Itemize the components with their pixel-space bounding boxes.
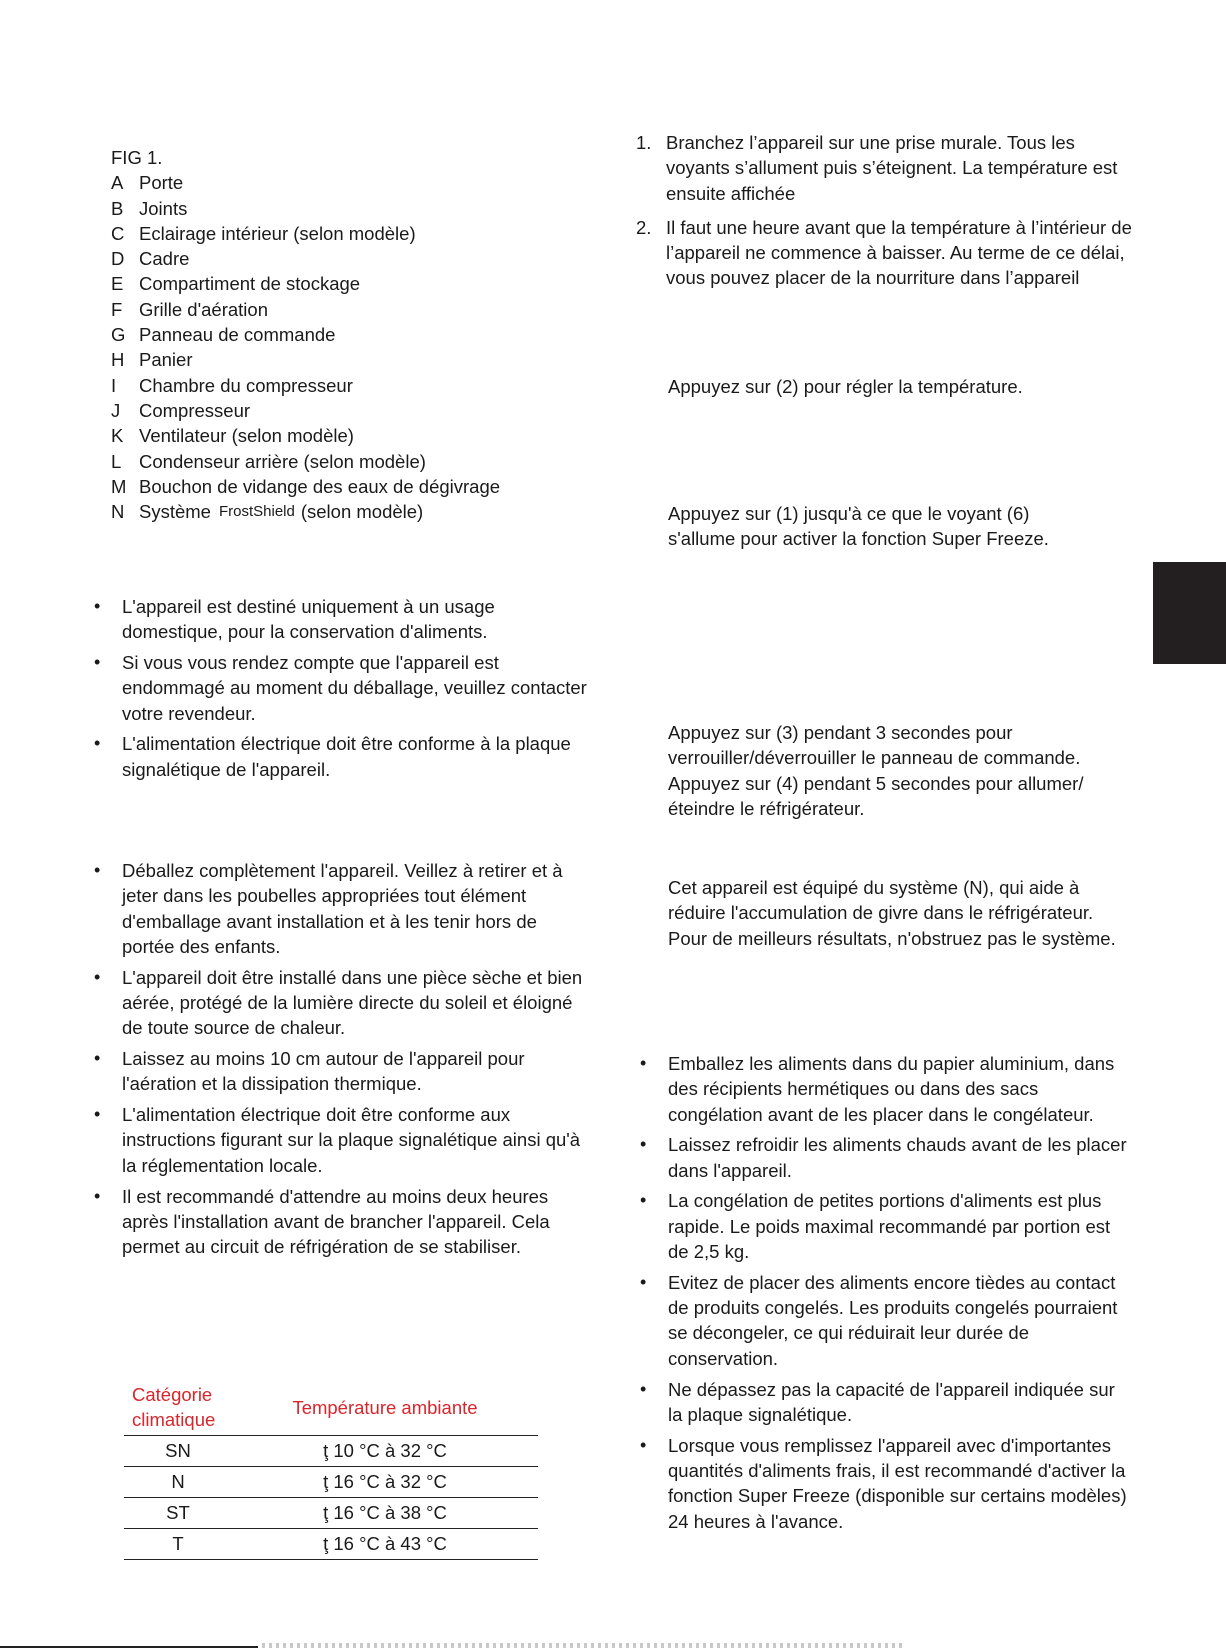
legend-letter: E [111, 273, 124, 295]
figure-legend [111, 145, 591, 524]
table-row [124, 1528, 538, 1559]
list-item: • Ne dépassez pas la capacité de l'appareil indiquée sur la plaque signalétique. [640, 1377, 1128, 1428]
legend-label: Compartiment de stockage [139, 273, 361, 295]
list-item: • Laissez refroidir les aliments chauds avant de les placer dans l'appareil. [640, 1132, 1128, 1183]
legend-label: Chambre du compresseur [139, 374, 353, 396]
table-cell: SN [124, 1435, 232, 1466]
footer-rule [0, 1646, 258, 1648]
legend-label: Condenseur arrière (selon modèle) [139, 450, 426, 472]
list-item: • Lorsque vous remplissez l'appareil avec d'importantes quantités d'aliments frais, il est recommandé d'activer la fonction Super Freeze (disponible sur certains modèles) 24 heures à l'avance. [640, 1433, 1128, 1534]
table-cell: ţ 16 °C à 32 °C [232, 1466, 538, 1497]
list-item: • Emballez les aliments dans du papier aluminium, dans des récipients hermétiques ou dans des sacs congélation avant de les placer dans le congélateur. [640, 1051, 1128, 1127]
legend-item [111, 347, 591, 372]
legend-label: Panneau de commande [139, 324, 336, 346]
legend-label: Bouchon de vidange des eaux de dégivrage [139, 475, 501, 497]
table-cell: ţ 10 °C à 32 °C [232, 1435, 538, 1466]
legend-item [111, 322, 591, 347]
list-item: • Si vous vous rendez compte que l'appareil est endommagé au moment du déballage, veuillez contacter votre revendeur. [94, 650, 594, 726]
legend-item [111, 449, 591, 474]
list-item [636, 130, 1136, 206]
table-header: Température ambiante [232, 1382, 538, 1435]
legend-label: Eclairage intérieur (selon modèle) [139, 222, 416, 244]
storage-section [640, 1051, 1128, 1539]
power-text: Appuyez sur (4) pendant 5 secondes pour allumer/ éteindre le réfrigérateur. [668, 772, 1084, 819]
legend-label: Compresseur [139, 399, 251, 421]
list-item: • L'appareil doit être installé dans une pièce sèche et bien aérée, protégé de la lumière directe du soleil et éloigné de toute source de chaleur. [94, 965, 594, 1041]
list-item: • Déballez complètement l'appareil. Veillez à retirer et à jeter dans les poubelles appropriées tout élément d'emballage avant installation et à les tenir hors de portée des enfants. [94, 858, 594, 959]
list-item: • L'alimentation électrique doit être conforme à la plaque signalétique de l'appareil. [94, 731, 594, 782]
step-number: 1. [636, 132, 652, 153]
legend-item [111, 170, 591, 195]
legend-item [111, 474, 591, 499]
step-number: 2. [636, 216, 652, 238]
step-text: Il faut une heure avant que la température à l’intérieur de l’appareil ne commence à baisser. Au terme de ce délai, vous pouvez placer de la nourriture dans l’appareil [666, 216, 1132, 289]
table-row [124, 1497, 538, 1528]
lock-paragraph [668, 720, 1148, 821]
climate-table [124, 1382, 538, 1560]
legend-label: (selon modèle) [300, 501, 424, 523]
legend-label: Panier [139, 349, 193, 371]
legend-letter: K [111, 425, 124, 447]
legend-item [111, 246, 591, 271]
table-cell: T [124, 1528, 232, 1559]
superfreeze-paragraph: Appuyez sur (1) jusqu'à ce que le voyant (6) s'allume pour activer la fonction Super Freeze. [668, 503, 1049, 550]
legend-item [111, 423, 591, 448]
legend-letter: L [111, 450, 122, 472]
list-item: • L'alimentation électrique doit être conforme aux instructions figurant sur la plaque signalétique ainsi qu'à la réglementation locale. [94, 1102, 594, 1178]
legend-label: Grille d'aération [139, 298, 268, 320]
legend-letter: D [111, 248, 125, 270]
footer-dotted-rule [262, 1643, 902, 1648]
table-header: Catégorie climatique [124, 1382, 232, 1435]
legend-letter: A [111, 172, 124, 194]
temperature-paragraph: Appuyez sur (2) pour régler la température. [668, 376, 1023, 397]
frostshield-paragraph: Cet appareil est équipé du système (N), qui aide à réduire l'accumulation de givre dans le réfrigérateur. Pour de meilleurs résultats, n'obstruez pas le système. [668, 877, 1116, 949]
legend-letter: C [111, 222, 125, 244]
legend-letter: M [111, 475, 127, 497]
legend-letter: H [111, 349, 125, 371]
lock-text: Appuyez sur (3) pendant 3 secondes pour verrouiller/déverrouiller le panneau de commande. [668, 722, 1081, 769]
legend-item [111, 221, 591, 246]
list-item [636, 215, 1136, 291]
legend-label: Système [139, 501, 211, 523]
table-cell: N [124, 1466, 232, 1497]
list-item: • Evitez de placer des aliments encore tièdes au contact de produits congelés. Les produits congelés pourraient se décongeler, ce qui réduirait leur durée de conservation. [640, 1270, 1128, 1371]
legend-letter: J [111, 399, 121, 421]
legend-label: Ventilateur (selon modèle) [139, 425, 354, 447]
legend-letter: N [111, 501, 125, 523]
table-cell: ţ 16 °C à 38 °C [232, 1497, 538, 1528]
usage-section [94, 594, 594, 788]
section-tab-marker [1153, 562, 1226, 664]
legend-item [111, 398, 591, 423]
legend-label: Porte [139, 172, 184, 194]
list-item: • Il est recommandé d'attendre au moins deux heures après l'installation avant de brancher l'appareil. Cela permet au circuit de réfrigération de se stabiliser. [94, 1184, 594, 1260]
legend-item [111, 499, 591, 524]
table-cell: ST [124, 1497, 232, 1528]
legend-letter: F [111, 298, 123, 320]
table-cell: ţ 16 °C à 43 °C [232, 1528, 538, 1559]
table-row [124, 1466, 538, 1497]
list-item: • L'appareil est destiné uniquement à un usage domestique, pour la conservation d'aliments. [94, 594, 594, 645]
startup-steps [636, 130, 1136, 300]
legend-label: Joints [139, 197, 188, 219]
climate-table-wrap [124, 1382, 538, 1560]
list-item: • La congélation de petites portions d'aliments est plus rapide. Le poids maximal recommandé par portion est de 2,5 kg. [640, 1188, 1128, 1264]
legend-item [111, 297, 591, 322]
legend-letter: B [111, 197, 124, 219]
installation-section [94, 858, 594, 1265]
legend-item [111, 196, 591, 221]
legend-item [111, 271, 591, 296]
table-row [124, 1435, 538, 1466]
list-item: • Laissez au moins 10 cm autour de l'appareil pour l'aération et la dissipation thermique. [94, 1046, 594, 1097]
legend-item [111, 373, 591, 398]
brand-name: FrostShield [218, 503, 295, 521]
step-text: Branchez l’appareil sur une prise murale. Tous les voyants s’allument puis s’éteignent. La température est ensuite affichée [666, 132, 1118, 204]
legend-letter: G [111, 324, 126, 346]
legend-label: Cadre [139, 248, 190, 270]
figure-title: FIG 1. [111, 147, 163, 168]
legend-letter: I [111, 374, 117, 396]
